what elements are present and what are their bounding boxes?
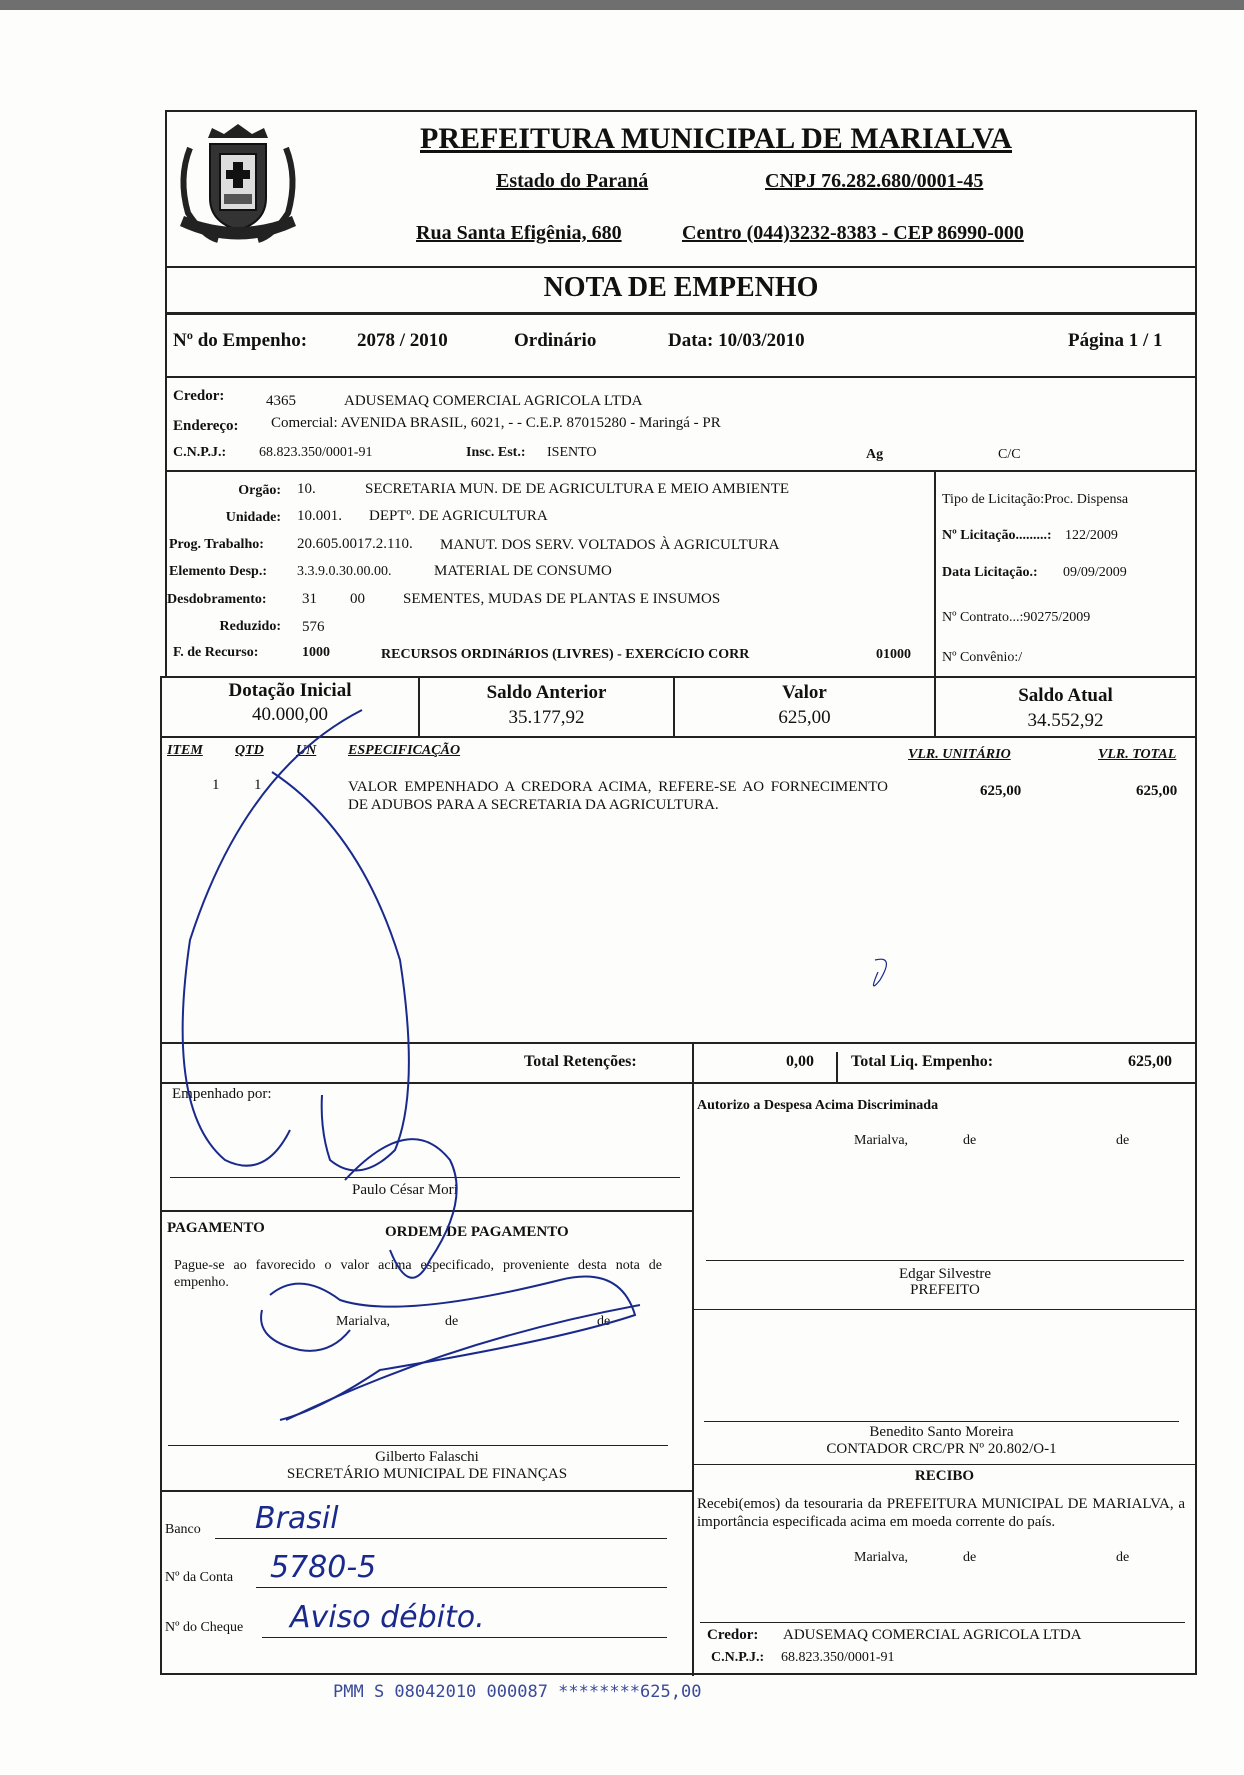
saldo-atual-value: 34.552,92 (1027, 710, 1104, 731)
item-unit-value: 625,00 (980, 783, 1022, 799)
autorizo-de: de (1116, 1133, 1130, 1148)
signature-line (706, 1260, 1184, 1261)
prog-code: 20.605.0017.2.110. (297, 536, 413, 552)
col-qtd: QTD (235, 743, 264, 758)
divider (165, 376, 1197, 378)
conta-label: Nº da Conta (165, 1570, 234, 1585)
item-total-value: 625,00 (1136, 783, 1178, 799)
recibo-text: Recebi(emos) da tesouraria da PREFEITURA MUNICIPAL DE MARIALVA, a importância especificada acima em moeda corrente do país. (697, 1496, 1185, 1530)
cheque-value-handwritten: Aviso débito. (290, 1600, 485, 1635)
col-especificacao: ESPECIFICAÇÃO (348, 743, 461, 758)
divider-vertical (692, 1042, 694, 1676)
document-page (0, 10, 1244, 1775)
recibo-title: RECIBO (914, 1468, 975, 1484)
recibo-city: Marialva, (854, 1550, 909, 1565)
contador-name: Benedito Santo Moreira (869, 1424, 1014, 1440)
signature-line (170, 1177, 680, 1178)
coat-of-arms-logo (168, 118, 308, 248)
unidade-code: 10.001. (297, 508, 342, 524)
divider (160, 1490, 692, 1492)
frame-right (1195, 110, 1197, 1675)
desdobramento-label: Desdobramento: (167, 592, 267, 607)
recibo-cnpj: 68.823.350/0001-91 (781, 1650, 895, 1665)
recibo-cnpj-label: C.N.P.J.: (711, 1650, 765, 1665)
col-vlr-total: VLR. TOTAL (1098, 747, 1177, 762)
prefeito-name: Edgar Silvestre (898, 1266, 992, 1282)
pagamento-text: Pague-se ao favorecido o valor acima especificado, proveniente desta nota de empenho. (174, 1258, 662, 1290)
item-number: 1 (212, 777, 220, 793)
prog-label: Prog. Trabalho: (169, 537, 264, 552)
empenhado-name: Paulo César Mori (352, 1182, 458, 1198)
divider (160, 736, 1197, 738)
contract-number: Nº Contrato...:90275/2009 (942, 610, 1091, 625)
secretario-role: SECRETÁRIO MUNICIPAL DE FINANÇAS (286, 1466, 568, 1482)
divider-vertical (836, 1052, 838, 1084)
divider (165, 470, 1197, 472)
col-item: ITEM (167, 743, 203, 758)
pagamento-title: PAGAMENTO (167, 1220, 265, 1236)
page-title: PREFEITURA MUNICIPAL DE MARIALVA (420, 122, 1013, 155)
credor-cnpj: 68.823.350/0001-91 (259, 445, 373, 460)
item-description: VALOR EMPENHADO A CREDORA ACIMA, REFERE-SE AO FORNECIMENTO DE ADUBOS PARA A SECRETARIA DA AGRICULTURA. (348, 779, 888, 813)
reduzido-label: Reduzido: (219, 619, 281, 634)
page-number: Página 1 / 1 (1068, 330, 1163, 351)
street-label: Rua Santa Efigênia, 680 (416, 222, 622, 244)
saldo-anterior-value: 35.177,92 (508, 707, 585, 728)
contact-label: Centro (044)3232-8383 - CEP 86990-000 (682, 222, 1024, 244)
valor-label: Valor (782, 682, 827, 703)
empenho-number: 2078 / 2010 (357, 330, 448, 351)
divider (165, 312, 1197, 315)
orgao-name: SECRETARIA MUN. DE DE AGRICULTURA E MEIO AMBIENTE (365, 481, 790, 497)
item-qtd: 1 (254, 777, 262, 793)
recibo-de: de (1116, 1550, 1130, 1565)
licitacao-number-label: Nº Licitação.........: (942, 528, 1052, 543)
licitacao-number: 122/2009 (1065, 528, 1118, 543)
cheque-label: Nº do Cheque (165, 1620, 244, 1635)
cnpj-label: CNPJ 76.282.680/0001-45 (765, 170, 984, 192)
dotacao-label: Dotação Inicial (228, 680, 352, 701)
prefeito-role: PREFEITO (910, 1282, 980, 1298)
empenho-date: Data: 10/03/2010 (668, 330, 805, 351)
divider (160, 1082, 1197, 1084)
desdobramento-code: 31 (302, 591, 317, 607)
recurso-number: 01000 (876, 647, 911, 662)
credor-code: 4365 (266, 393, 296, 409)
signature-line (168, 1445, 668, 1446)
dotacao-value: 40.000,00 (252, 704, 328, 725)
divider (160, 1042, 1197, 1044)
divider (160, 676, 1197, 678)
signature-line (704, 1421, 1179, 1422)
recibo-credor-label: Credor: (707, 1627, 759, 1643)
total-liq-label: Total Liq. Empenho: (851, 1053, 994, 1070)
retencoes-value: 0,00 (786, 1053, 814, 1070)
frame-top (165, 110, 1197, 112)
agency-label: Ag (866, 447, 884, 462)
recurso-code: 1000 (302, 645, 330, 660)
divider (160, 1210, 692, 1212)
licitacao-type: Tipo de Licitação:Proc. Dispensa (942, 492, 1129, 507)
elemento-name: MATERIAL DE CONSUMO (434, 563, 612, 579)
conta-field-line (256, 1587, 667, 1588)
autorizo-city: Marialva, (854, 1133, 909, 1148)
signature-stroke (270, 1277, 635, 1420)
credor-label: Credor: (173, 388, 225, 404)
autorizo-de: de (963, 1133, 977, 1148)
convenio-number: Nº Convênio:/ (942, 650, 1023, 665)
empenho-type: Ordinário (514, 330, 597, 351)
empenho-number-label: Nº do Empenho: (173, 330, 308, 351)
empenhado-label: Empenhado por: (172, 1086, 272, 1102)
divider-vertical (934, 470, 936, 678)
account-label: C/C (998, 447, 1021, 462)
banco-label: Banco (165, 1522, 201, 1537)
col-vlr-unitario: VLR. UNITÁRIO (908, 747, 1011, 762)
desdobramento-name: SEMENTES, MUDAS DE PLANTAS E INSUMOS (403, 591, 721, 607)
valor-value: 625,00 (778, 707, 831, 728)
frame-left-lower (160, 678, 162, 1675)
recurso-label: F. de Recurso: (173, 645, 259, 660)
pen-mark (873, 959, 886, 986)
orgao-code: 10. (297, 481, 316, 497)
secretario-name: Gilberto Falaschi (375, 1449, 479, 1465)
banco-value-handwritten: Brasil (255, 1501, 339, 1536)
pagamento-de: de (445, 1314, 459, 1329)
prog-name: MANUT. DOS SERV. VOLTADOS À AGRICULTURA (440, 537, 780, 553)
credor-address: Comercial: AVENIDA BRASIL, 6021, - - C.E.P. 87015280 - Maringá - PR (271, 415, 721, 431)
conta-value-handwritten: 5780-5 (270, 1550, 377, 1585)
ordem-pagamento-title: ORDEM DE PAGAMENTO (385, 1224, 569, 1240)
cnpj-field-label: C.N.P.J.: (173, 445, 227, 460)
insc-value: ISENTO (547, 445, 597, 460)
elemento-label: Elemento Desp.: (169, 564, 267, 579)
recibo-credor-name: ADUSEMAQ COMERCIAL AGRICOLA LTDA (783, 1627, 1082, 1643)
unidade-name: DEPTº. DE AGRICULTURA (369, 508, 548, 524)
retencoes-label: Total Retenções: (524, 1053, 637, 1070)
col-un: UN (296, 743, 317, 758)
divider (692, 1464, 1197, 1465)
elemento-code: 3.3.9.0.30.00.00. (297, 564, 392, 579)
divider (692, 1309, 1197, 1310)
unidade-label: Unidade: (225, 510, 281, 525)
frame-bottom (160, 1673, 1197, 1675)
orgao-label: Orgão: (238, 483, 281, 498)
desdobramento-sub: 00 (350, 591, 365, 607)
pagamento-city: Marialva, (336, 1314, 391, 1329)
insc-label: Insc. Est.: (466, 445, 526, 460)
signature-stroke (272, 772, 409, 1170)
licitacao-date: 09/09/2009 (1063, 565, 1127, 580)
divider (165, 266, 1197, 268)
document-title: NOTA DE EMPENHO (543, 272, 819, 303)
state-label: Estado do Paraná (496, 170, 649, 192)
saldo-anterior-label: Saldo Anterior (486, 682, 607, 703)
total-liq-value: 625,00 (1128, 1053, 1172, 1070)
recibo-de: de (963, 1550, 977, 1565)
banco-field-line (215, 1538, 667, 1539)
autorizo-label: Autorizo a Despesa Acima Discriminada (697, 1098, 939, 1113)
endereco-label: Endereço: (173, 418, 239, 434)
pagamento-de: de (597, 1314, 611, 1329)
payment-stamp: PMM S 08042010 000087 ********625,00 (333, 1682, 702, 1702)
contador-role: CONTADOR CRC/PR Nº 20.802/O-1 (826, 1441, 1057, 1457)
cheque-field-line (262, 1637, 667, 1638)
licitacao-date-label: Data Licitação.: (942, 565, 1038, 580)
credor-name: ADUSEMAQ COMERCIAL AGRICOLA LTDA (344, 393, 643, 409)
recurso-name: RECURSOS ORDINáRIOS (LIVRES) - EXERCíCIO CORR (381, 647, 750, 662)
saldo-atual-label: Saldo Atual (1018, 685, 1113, 706)
reduzido-value: 576 (302, 619, 325, 635)
signature-line (700, 1622, 1185, 1623)
